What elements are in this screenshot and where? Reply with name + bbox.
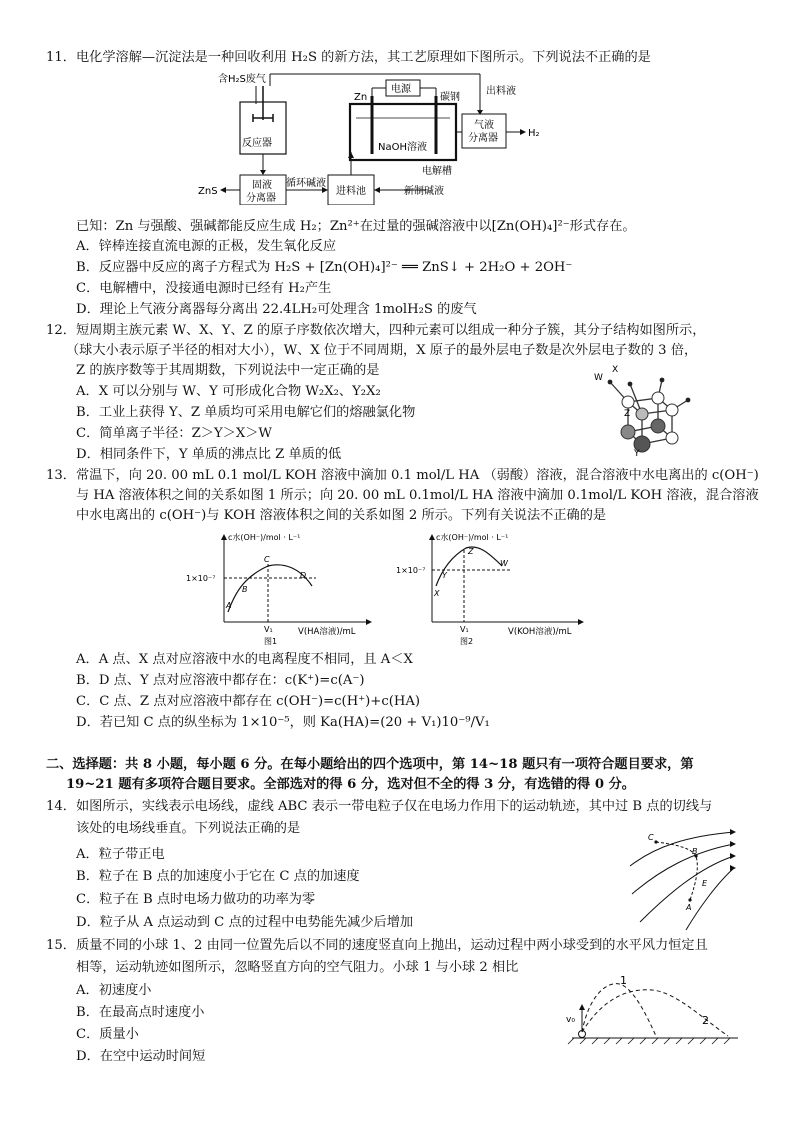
q15-option-b: B．在最高点时速度小 bbox=[76, 1005, 205, 1020]
molecule-label-y: Y bbox=[634, 449, 640, 458]
diagram-power: 电源 bbox=[391, 84, 411, 95]
q14-label-b: B bbox=[692, 847, 698, 856]
fig2-xlabel: V(KOH溶液)/mL bbox=[508, 627, 572, 637]
q14-option-c: C．粒子在 B 点时电场力做功的功率为零 bbox=[76, 892, 316, 907]
diagram-gas-in: 含H₂S废气 bbox=[218, 74, 266, 85]
q13-option-a: A．A 点、X 点对应溶液中水的电离程度不相同，且 A＜X bbox=[76, 652, 413, 667]
q11-process-diagram bbox=[190, 70, 560, 205]
q11-option-b: B．反应器中反应的离子方程式为 H₂S + [Zn(OH)₄]²⁻ ══ ZnS↓ + 2H₂O + 2OH⁻ bbox=[76, 260, 573, 275]
q13-figure-1 bbox=[184, 530, 374, 648]
diagram-recycle: 循环碱液 bbox=[286, 178, 326, 189]
q15-label-ball1: 1 bbox=[620, 974, 627, 987]
q15-label-v0: v₀ bbox=[566, 1015, 575, 1025]
fig1-point-d: D bbox=[300, 571, 307, 580]
diagram-zn: Zn bbox=[354, 92, 368, 103]
q14-label-a: A bbox=[686, 903, 692, 912]
molecule-label-x: X bbox=[612, 365, 619, 375]
q14-field-figure bbox=[626, 826, 740, 932]
q13-option-c: C．C 点、Z 点对应溶液中都存在 c(OH⁻)=c(H⁺)+c(HA) bbox=[76, 694, 421, 709]
fig2-caption: 图2 bbox=[460, 637, 474, 646]
fig1-point-b: B bbox=[242, 585, 248, 594]
diagram-zns: ZnS bbox=[198, 186, 218, 197]
fig1-ylabel: c水(OH⁻)/mol · L⁻¹ bbox=[228, 533, 301, 542]
q12-option-a: A．X 可以分别与 W、Y 可形成化合物 W₂X₂、Y₂X₂ bbox=[76, 384, 381, 399]
q13-option-b: B．D 点、Y 点对应溶液中都存在：c(K⁺)=c(A⁻) bbox=[76, 673, 365, 688]
q13-option-d: D．若已知 C 点的纵坐标为 1×10⁻⁵，则 Ka(HA)=(20 + V₁)10⁻⁹/V₁ bbox=[76, 715, 490, 730]
q11-option-c: C．电解槽中，没接通电源时已经有 H₂产生 bbox=[76, 281, 332, 296]
fig2-ytick: 1×10⁻⁷ bbox=[396, 566, 426, 575]
q12-option-c: C．简单离子半径：Z＞Y＞X＞W bbox=[76, 426, 272, 441]
q11-stem: 11．电化学溶解—沉淀法是一种回收利用 H₂S 的新方法，其工艺原理如下图所示。下列说法不正确的是 bbox=[46, 50, 651, 65]
fig2-point-x: X bbox=[434, 589, 440, 598]
diagram-reactor: 反应器 bbox=[242, 138, 272, 149]
diagram-discharge: 出料液 bbox=[486, 86, 516, 97]
q13-stem-1: 13．常温下，向 20. 00 mL 0.1 mol/L KOH 溶液中滴加 0.1 mol/L HA （弱酸）溶液，混合溶液中水电离出的 c(OH⁻) bbox=[46, 468, 759, 483]
diagram-gl-sep-2: 分离器 bbox=[468, 133, 498, 144]
fig1-point-c: C bbox=[264, 555, 270, 564]
q13-stem-3: 中水电离出的 c(OH⁻)与 KOH 溶液体积之间的关系如图 2 所示。下列有关说法不正确的是 bbox=[76, 508, 607, 523]
fig2-point-y: Y bbox=[442, 571, 447, 580]
diagram-carbon-steel: 碳钢 bbox=[440, 92, 460, 103]
q14-stem-2: 该处的电场线垂直。下列说法正确的是 bbox=[76, 821, 301, 836]
fig2-ylabel: c水(OH⁻)/mol · L⁻¹ bbox=[436, 533, 509, 542]
q15-label-ball2: 2 bbox=[702, 1014, 709, 1027]
diagram-sl-sep-1: 固液 bbox=[252, 180, 272, 191]
fig1-caption: 图1 bbox=[264, 637, 278, 646]
q15-stem-2: 相等，运动轨迹如图所示，忽略竖直方向的空气阻力。小球 1 与小球 2 相比 bbox=[76, 960, 519, 975]
fig2-xtick: V₁ bbox=[460, 625, 469, 634]
fig2-point-z: Z bbox=[468, 547, 474, 556]
q15-option-d: D．在空中运动时间短 bbox=[76, 1049, 206, 1064]
section2-heading-2: 19~21 题有多项符合题目要求。全部选对的得 6 分，选对但不全的得 3 分，有选错的得 0 分。 bbox=[66, 777, 635, 792]
fig1-point-a: A bbox=[226, 601, 232, 610]
diagram-fresh: 新制碱液 bbox=[404, 186, 444, 197]
q15-trajectory-figure bbox=[562, 970, 742, 1048]
q12-option-d: D．相同条件下，Y 单质的沸点比 Z 单质的低 bbox=[76, 447, 342, 462]
fig1-xtick: V₁ bbox=[264, 625, 273, 634]
q15-option-a: A．初速度小 bbox=[76, 983, 152, 998]
q11-option-d: D．理论上气液分离器每分离出 22.4LH₂可处理含 1molH₂S 的废气 bbox=[76, 302, 477, 317]
diagram-feed-tank: 进料池 bbox=[336, 186, 366, 197]
diagram-sl-sep-2: 分离器 bbox=[246, 193, 276, 204]
section2-heading-1: 二、选择题：共 8 小题，每小题 6 分。在每小题给出的四个选项中，第 14~18 题只有一项符合题目要求，第 bbox=[46, 757, 694, 772]
q14-stem-1: 14．如图所示，实线表示电场线，虚线 ABC 表示一带电粒子仅在电场力作用下的运动轨迹，其中过 B 点的切线与 bbox=[46, 799, 713, 814]
q14-label-e: E bbox=[702, 879, 708, 888]
q12-stem-2: （球大小表示原子半径的相对大小），W、X 位于不同周期，X 原子的最外层电子数是次外层电子数的 3 倍， bbox=[66, 343, 698, 358]
fig1-xlabel: V(HA溶液)/mL bbox=[298, 627, 356, 637]
q12-stem-3: Z 的族序数等于其周期数，下列说法中一定正确的是 bbox=[76, 363, 380, 378]
q12-option-b: B．工业上获得 Y、Z 单质均可采用电解它们的熔融氯化物 bbox=[76, 405, 416, 420]
q14-option-d: D．粒子从 A 点运动到 C 点的过程中电势能先减少后增加 bbox=[76, 915, 414, 930]
diagram-cell: 电解槽 bbox=[422, 166, 452, 177]
diagram-naoh: NaOH溶液 bbox=[378, 142, 427, 153]
molecule-label-z: Z bbox=[624, 409, 631, 419]
molecule-label-w: W bbox=[594, 373, 603, 383]
diagram-h2: H₂ bbox=[528, 128, 540, 139]
q14-option-b: B．粒子在 B 点的加速度小于它在 C 点的加速度 bbox=[76, 869, 360, 884]
diagram-gl-sep-1: 气液 bbox=[474, 120, 494, 131]
fig1-ytick: 1×10⁻⁷ bbox=[186, 574, 216, 583]
q15-stem-1: 15．质量不同的小球 1、2 由同一位置先后以不同的速度竖直向上抛出，运动过程中两小球受到的水平风力恒定且 bbox=[46, 938, 708, 953]
q11-known: 已知：Zn 与强酸、强碱都能反应生成 H₂；Zn²⁺在过量的强碱溶液中以[Zn(OH)₄]²⁻形式存在。 bbox=[76, 219, 636, 234]
fig2-point-w: W bbox=[500, 559, 508, 568]
q12-stem-1: 12．短周期主族元素 W、X、Y、Z 的原子序数依次增大，四种元素可以组成一种分子簇，其分子结构如图所示， bbox=[46, 323, 706, 338]
q14-label-c: C bbox=[648, 833, 654, 842]
q12-molecule-figure bbox=[590, 364, 700, 458]
q13-stem-2: 与 HA 溶液体积之间的关系如图 1 所示；向 20. 00 mL 0.1mol/L HA 溶液中滴加 0.1mol/L KOH 溶液，混合溶液 bbox=[76, 488, 759, 503]
q14-option-a: A．粒子带正电 bbox=[76, 847, 165, 862]
q13-figure-2 bbox=[396, 530, 590, 648]
q11-option-a: A．锌棒连接直流电源的正极，发生氧化反应 bbox=[76, 239, 337, 254]
q15-option-c: C．质量小 bbox=[76, 1027, 139, 1042]
